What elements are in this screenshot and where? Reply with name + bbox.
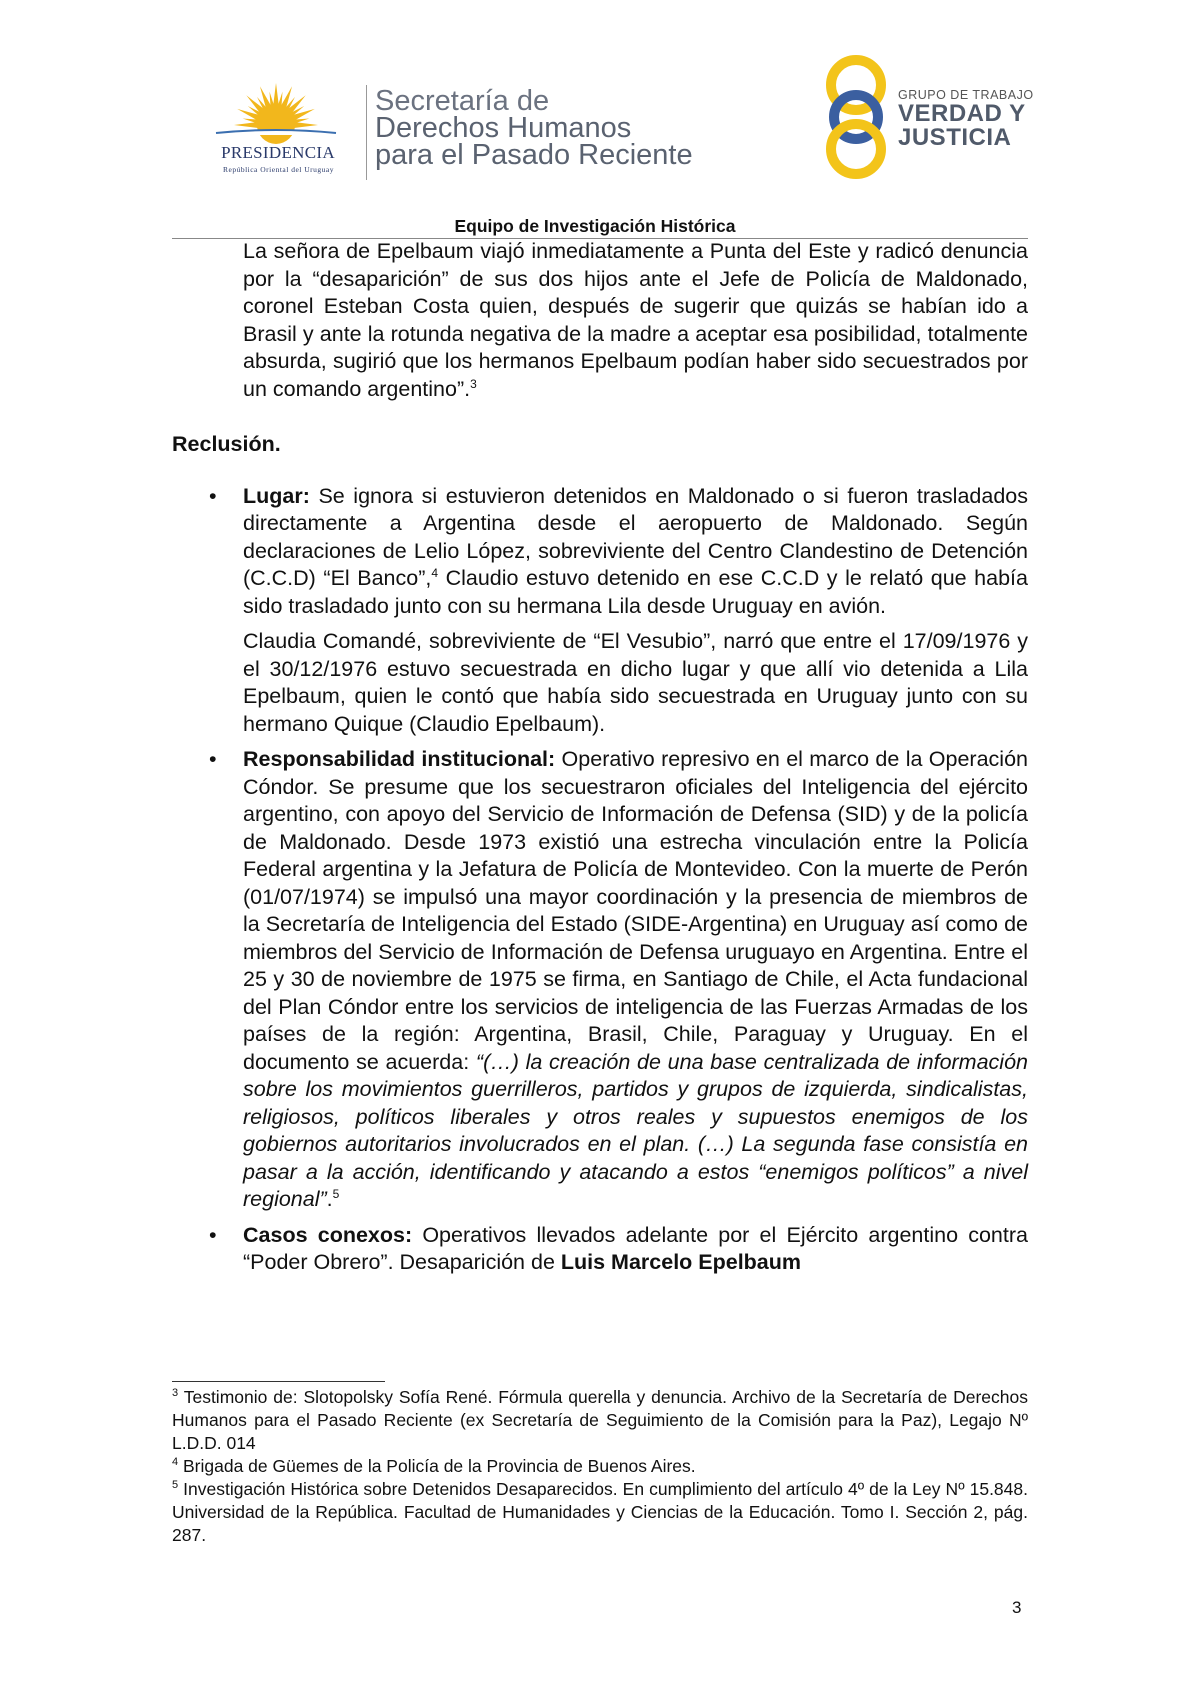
lugar-paragraph-2: Claudia Comandé, sobreviviente de “El Vesubio”, narró que entre el 17/09/1976 y el 30/12/1976 estuvo secuestrada en dicho lugar y que allí vio detenida a Lila Epelbaum, quien le contó que había sido secuestrada en Uruguay junto con su hermano Quique (Claudio Epelbaum).	[243, 629, 1028, 736]
vj-line-1: VERDAD Y	[898, 100, 1026, 127]
vj-group-label: GRUPO DE TRABAJO	[898, 88, 1034, 102]
bullet-icon: •	[209, 747, 217, 771]
page-number: 3	[1012, 1598, 1022, 1617]
secretaria-title	[375, 85, 693, 171]
footnote-4-text: Brigada de Güemes de la Policía de la Provincia de Buenos Aires.	[178, 1456, 696, 1476]
presidencia-sublabel: República Oriental del Uruguay	[222, 165, 334, 174]
bullet-icon: •	[209, 483, 217, 508]
responsabilidad-label: Responsabilidad institucional:	[243, 747, 556, 771]
lugar-label: Lugar:	[243, 483, 310, 508]
list-item-responsabilidad	[172, 746, 1028, 1214]
quote-text: La señora de Epelbaum viajó inmediatamente a Punta del Este y radicó denuncia por la “desaparición” de sus dos hijos ante el Jefe de Policía de Maldonado, coronel Esteban Costa quien, después de sugerir que quizás se habían ido a Brasil y ante la rotunda negativa de la madre a aceptar esa posibilidad, totalmente absurda, sugirió que los hermanos Epelbaum podían haber sido secuestrados por un comando argentino”.	[243, 239, 1028, 401]
secretaria-line-3: para el Pasado Reciente	[375, 139, 693, 171]
presidencia-label: PRESIDENCIA	[221, 143, 335, 162]
verdad-justicia-text	[898, 88, 1034, 150]
footnote-4-number: 4	[172, 1456, 179, 1469]
responsabilidad-quote: “(…) la creación de una base centralizada de información sobre los movimientos guerrilleros, partidos y grupos de izquierda, sindicalistas, religiosos, políticos liberales y otros reales y supuestos enemigos de los gobiernos autoritarios involucrados en el plan. (…) La segunda fase consistía en pasar a la acción, identificando y atacando a estos “enemigos políticos” a nivel regional”	[243, 1049, 1028, 1211]
casos-text: Operativos llevados adelante por el Ejército argentino contra “Poder Obrero”. Desaparición de	[243, 1222, 1028, 1274]
casos-label: Casos conexos:	[243, 1222, 413, 1247]
reclusion-list	[172, 483, 1028, 1277]
header-divider	[366, 85, 367, 180]
footnotes	[172, 1386, 1028, 1547]
secretaria-line-2: Derechos Humanos	[375, 112, 632, 144]
responsabilidad-paragraph	[243, 746, 1028, 1214]
footnote-ref-4[interactable]: 4	[431, 565, 439, 580]
footnote-5	[172, 1478, 1028, 1547]
footnote-5-text: Investigación Histórica sobre Detenidos Desaparecidos. En cumplimiento del artículo 4º de la Ley Nº 15.848. Universidad de la República. Facultad de Humanidades y Ciencias de la Educación. Tomo I. Sección 2, pág. 287.	[172, 1479, 1028, 1545]
quote-paragraph	[243, 238, 1028, 403]
footnote-4	[172, 1455, 1028, 1478]
section-heading: Reclusión.	[172, 432, 281, 456]
list-item-lugar	[172, 483, 1028, 739]
footnote-ref-3[interactable]: 3	[470, 376, 477, 391]
team-title: Equipo de Investigación Histórica	[454, 216, 736, 236]
list-item-casos	[172, 1222, 1028, 1277]
footnote-3	[172, 1386, 1028, 1455]
footnote-3-number: 3	[172, 1387, 179, 1400]
page-header	[0, 0, 1190, 240]
vj-line-2: JUSTICIA	[898, 124, 1012, 151]
responsabilidad-end: .	[326, 1187, 333, 1211]
lugar-text-b: Claudio estuvo detenido en ese C.C.D y le relató que había sido trasladado junto con su hermana Lila desde Uruguay en avión.	[243, 566, 1028, 618]
lugar-text-a: Se ignora si estuvieron detenidos en Maldonado o si fueron trasladados directamente a Argentina desde el aeropuerto de Maldonado. Según declaraciones de Lelio López, sobreviviente del Centro Clandestino de Detención (C.C.D) “El Banco”,	[243, 483, 1028, 590]
footnote-3-text: Testimonio de: Slotopolsky Sofía René. Fórmula querella y denuncia. Archivo de la Secretaría de Derechos Humanos para el Pasado Reciente (ex Secretaría de Seguimiento de la Comisión para la Paz), Legajo Nº L.D.D. 014	[172, 1387, 1028, 1453]
secretaria-line-1: Secretaría de	[375, 85, 550, 117]
footnote-ref-5[interactable]: 5	[332, 1186, 340, 1201]
lugar-paragraph	[243, 483, 1028, 621]
footnote-5-number: 5	[172, 1479, 179, 1492]
verdad-justicia-rings-logo	[818, 52, 908, 182]
document-body	[172, 238, 1028, 1285]
bullet-icon: •	[209, 1222, 217, 1247]
casos-paragraph	[243, 1222, 1028, 1277]
casos-bold-name: Luis Marcelo Epelbaum	[560, 1250, 802, 1274]
responsabilidad-text: Operativo represivo en el marco de la Operación Cóndor. Se presume que los secuestraron oficiales del Inteligencia del ejército argentino, con apoyo del Servicio de Información de Defensa (SID) y de la policía de Maldonado. Desde 1973 existió una estrecha vinculación entre la Policía Federal argentina y la Jefatura de Policía de Montevideo. Con la muerte de Perón (01/07/1974) se impulsó una mayor coordinación y la presencia de miembros de la Secretaría de Inteligencia del Estado (SIDE-Argentina) en Uruguay así como de miembros del Servicio de Información de Defensa uruguayo en Argentina. Entre el 25 y 30 de noviembre de 1975 se firma, en Santiago de Chile, el Acta fundacional del Plan Cóndor entre los servicios de inteligencia de las Fuerzas Armadas de los países de la región: Argentina, Brasil, Chile, Paraguay y Uruguay. En el documento se acuerda:	[243, 747, 1028, 1074]
footnote-separator	[172, 1381, 385, 1382]
